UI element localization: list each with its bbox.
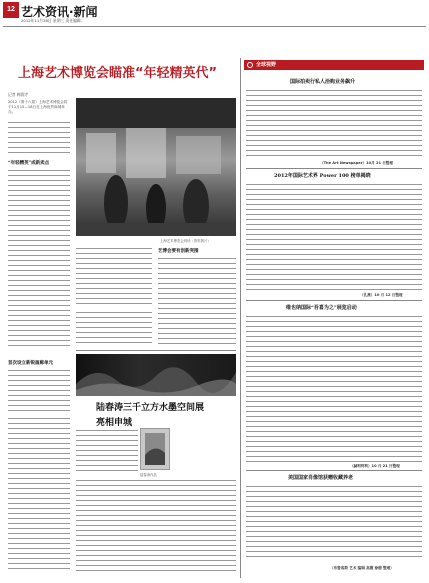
thumbnail-art	[141, 429, 169, 469]
section-title: 艺术资讯·新闻	[21, 5, 98, 19]
date-line: 2012年11月28日 星期三 责任编辑：	[21, 18, 85, 23]
lower-article-rule	[76, 350, 236, 351]
subhead-new-gallery: 首次设立新锐画廊单元	[8, 361, 53, 366]
lower-headline-line1: 陆春涛三千立方水墨空间展	[96, 403, 205, 413]
lower-caption: 陆春涛作品	[140, 473, 157, 477]
main-article-col1-top	[8, 100, 70, 156]
photo-caption: 上海艺术博览会现场（资料图片）	[160, 239, 211, 243]
story-divider-3	[246, 470, 422, 471]
story-divider-2	[246, 300, 422, 301]
main-headline: 上海艺术博览会瞄准“年轻精英代”	[18, 66, 218, 81]
main-photo	[76, 98, 236, 236]
story2-body	[246, 182, 422, 294]
lower-headline	[96, 400, 236, 428]
main-article-col2	[76, 246, 152, 308]
globe-icon	[247, 62, 253, 68]
lower-art-thumbnail	[140, 428, 170, 470]
lower-article-body	[76, 478, 236, 574]
main-article-col2-lower	[76, 310, 152, 348]
main-article-col1-tail	[8, 416, 70, 576]
story2-source: （孔燕）10 月 12 日整理	[360, 293, 403, 297]
main-article-col3	[158, 256, 236, 348]
story4-source: （布鲁客斯 艺术 编辑 高霞 徐德 整理）	[330, 566, 394, 570]
ink-landscape	[76, 354, 236, 396]
lower-article-col1	[76, 428, 138, 476]
story3-body	[246, 314, 422, 464]
main-article-col1-bottom	[8, 368, 70, 414]
main-article-col1-mid	[8, 168, 70, 348]
reporter-byline: 记者 韩润寺	[8, 92, 29, 97]
masthead-rule	[3, 26, 426, 27]
story3-title: 维也纳国际“吾喜为之”展览启动	[286, 305, 357, 311]
story1-source: （The Art Newspaper）10月 21 日整理	[320, 161, 393, 165]
story-divider-1	[246, 168, 422, 169]
body-text-lines	[8, 120, 70, 155]
masthead	[0, 0, 429, 42]
lower-headline-line2: 亮相申城	[96, 418, 133, 428]
story4-body	[246, 484, 422, 560]
page-number: 12	[7, 6, 15, 13]
column-divider	[240, 58, 241, 578]
story3-source: （赫利利利）10 月 21 日整理	[350, 464, 400, 468]
photo-scene	[76, 98, 236, 236]
lower-photo	[76, 354, 236, 396]
section-tag	[244, 60, 424, 70]
story1-title: 国际拍卖行私人洽购业务飙升	[290, 79, 356, 85]
lead-paragraph: 2012（第十六届）上海艺术博览会将于11月15—18日在上海世贸商城举办。	[8, 100, 68, 114]
story2-title: 2012年国际艺术界 Power 100 榜单揭晓	[274, 173, 371, 179]
story4-title: 美国国家肖像馆获赠收藏养老	[288, 475, 354, 481]
section-tag-label: 全球视野	[256, 62, 277, 68]
subhead-young-elite: “年轻精英”成新卖点	[8, 161, 50, 166]
page-number-badge	[3, 2, 19, 18]
subhead-innovation: 艺博会要有创新突围	[158, 249, 199, 254]
story1-body	[246, 88, 422, 160]
